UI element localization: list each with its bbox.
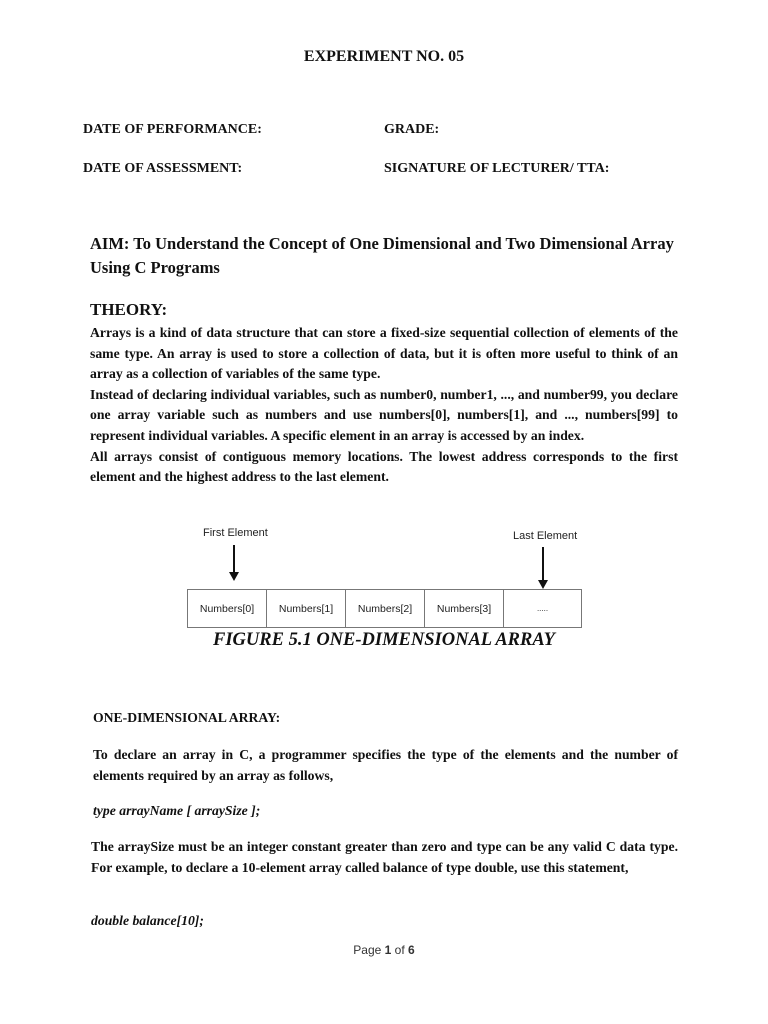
- theory-heading: THEORY:: [90, 300, 168, 319]
- example-line: double balance[10];: [91, 913, 204, 928]
- grade-label: GRADE:: [384, 122, 440, 137]
- theory-paragraph-1: Arrays is a kind of data structure that can store a fixed-size sequential collection of elements of the same type. An array is used to store a collection of data, but it is often more useful to think of an array as a collection of variables of the same type.: [90, 325, 678, 382]
- page-total: 6: [408, 943, 415, 957]
- page-of: of: [394, 943, 405, 957]
- array-cells: [187, 589, 582, 628]
- first-element-arrowhead-icon: [229, 572, 239, 581]
- array-cell: Numbers[0]: [188, 590, 267, 627]
- theory-paragraph-3: All arrays consist of contiguous memory locations. The lowest address corresponds to the first element and the highest address to the last element.: [90, 448, 678, 485]
- one-dimensional-heading: ONE-DIMENSIONAL ARRAY:: [93, 710, 281, 725]
- figure-caption: FIGURE 5.1 ONE-DIMENSIONAL ARRAY: [213, 630, 555, 650]
- signature-label: SIGNATURE OF LECTURER/ TTA:: [384, 161, 610, 176]
- one-dim-paragraph-1: To declare an array in C, a programmer specifies the type of the elements and the number of elements required by an array as follows,: [93, 747, 678, 783]
- page-current: 1: [384, 943, 392, 957]
- last-element-label: Last Element: [513, 530, 578, 542]
- array-cell-ellipsis: .....: [536, 604, 549, 613]
- page-footer: [0, 943, 768, 957]
- first-element-arrow: [233, 545, 235, 573]
- last-element-arrowhead-icon: [538, 580, 548, 589]
- theory-paragraph-2: Instead of declaring individual variables, such as number0, number1, ..., and number99, you declare one array variable such as numbers and use numbers[0], numbers[1], and ..., numbers[99] to represent individual variables. A specific element in an array is accessed by an index.: [90, 386, 678, 443]
- one-dim-paragraph-2: The arraySize must be an integer constant greater than zero and type can be any valid C data type. For example, to declare a 10-element array called balance of type double, use this statement,: [91, 839, 678, 875]
- array-cell: Numbers[2]: [346, 590, 425, 627]
- last-element-arrow: [542, 547, 544, 581]
- first-element-label: First Element: [203, 527, 268, 539]
- page-prefix: Page: [353, 943, 382, 957]
- array-cell: Numbers[3]: [425, 590, 504, 627]
- date-of-assessment-label: DATE OF ASSESSMENT:: [83, 161, 243, 176]
- array-cell: Numbers[1]: [267, 590, 346, 627]
- theory-body: [90, 323, 678, 488]
- syntax-line: type arrayName [ arraySize ];: [93, 803, 261, 818]
- date-of-performance-label: DATE OF PERFORMANCE:: [83, 122, 262, 137]
- aim-statement: AIM: To Understand the Concept of One Dimensional and Two Dimensional Array Using C Programs: [90, 234, 674, 277]
- experiment-title: EXPERIMENT NO. 05: [303, 48, 465, 65]
